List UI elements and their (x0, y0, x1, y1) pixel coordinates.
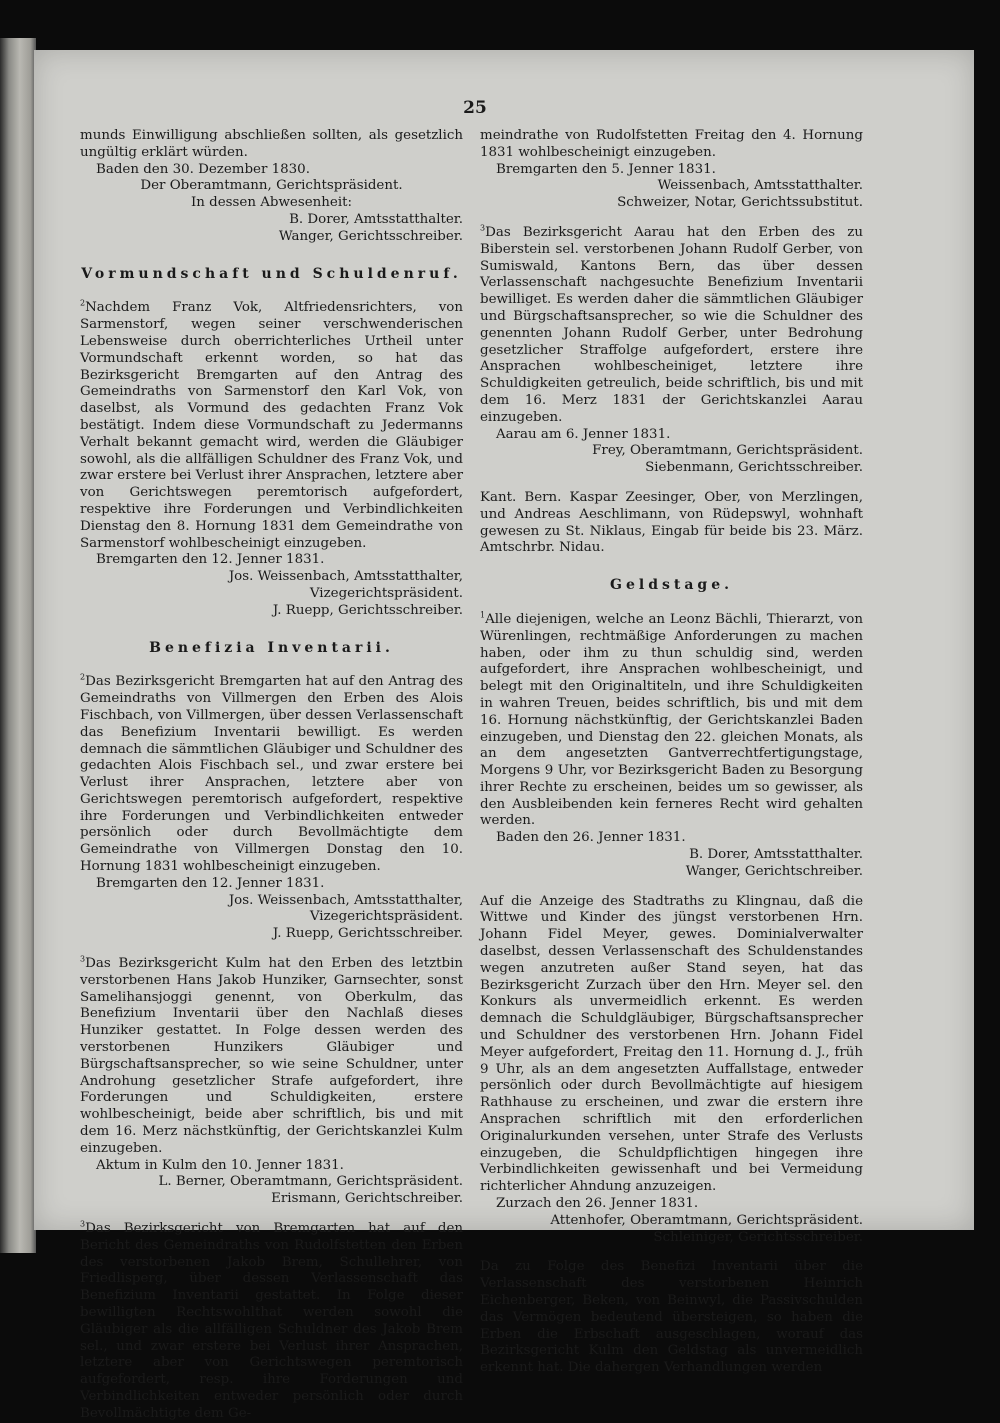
notice-paragraph (480, 612, 863, 830)
signature: Weissenbach, Amtsstatthalter. (657, 178, 863, 194)
signature: Schweizer, Notar, Gerichtssubstitut. (617, 195, 863, 211)
previous-page-edge (0, 38, 36, 1253)
notice-paragraph (80, 956, 463, 1158)
notice-paragraph (80, 300, 463, 552)
dateline: Baden den 30. Dezember 1830. (96, 161, 310, 177)
dateline: Aarau am 6. Jenner 1831. (496, 426, 671, 442)
page-number: 25 (463, 98, 487, 118)
notice-text: Alle diejenigen, welche an Leonz Bächli, Thierarzt, von Würenlingen, rechtmäßige Anforderungen zu machen haben, oder ihm zu thun schuldig sind, werden aufgefordert, ihre Ansprachen wohlbescheinigt, und belegt mit den Originaltiteln, und ihre Schuldigkeiten in wahren Treuen, beides schriftlich, bis und mit dem 16. Hornung nächstkünftig, der Gerichtskanzlei Baden einzugeben, und Dienstag den 22. gleichen Monats, als an dem angesetzten Gantverrechtfertigungstage, Morgens 9 Uhr, vor Bezirksgericht Baden zu Besorgung ihrer Rechte zu erscheinen, beides um so gewisser, als den Ausbleibenden kein ferneres Recht wird gehalten werden. (480, 611, 863, 829)
signature: Siebenmann, Gerichtsschreiber. (645, 460, 863, 476)
section-heading: Geldstage. (610, 577, 733, 594)
notice-text: Nachdem Franz Vok, Altfriedensrichters, von Sarmenstorf, wegen seiner verschwenderischen Lebensweise durch oberrichterliches Urtheil unter Vormundschaft erkennt worden, so hat das Bezirksgericht Bremgarten auf den Antrag des Gemeindraths von Sarmenstorf den Karl Vok, von daselbst, als Vormund des gedachten Franz Vok bestätigt. Indem diese Vormundschaft zu Jedermanns Verhalt bekannt gemacht wird, werden die Gläubiger sowohl, als die allfälligen Schuldner des Franz Vok, und zwar erstere bei Verlust ihrer Ansprachen, letztere aber von Gerichtswegen peremtorisch aufgefordert, respektive ihre Forderungen und Verbindlichkeiten Dienstag den 8. Hornung 1831 dem Gemeindrathe von Sarmenstorf wohlbescheinigt einzugeben. (80, 300, 463, 551)
notice-text: Das Bezirksgericht Kulm hat den Erben des letztbin verstorbenen Hans Jakob Hunziker, Garnsechter, sonst Samelihansjoggi genennt, von Oberkulm, das Benefizium Inventarii über den Nachlaß dieses Hunziker gestattet. In Folge dessen werden des verstorbenen Hunzikers Gläubiger und Bürgschaftsansprecher, so wie seine Schuldner, unter Androhung gesetzlicher Strafe aufgefordert, ihre Forderungen und Schuldigkeiten, erstere wohlbescheinigt, beide aber schriftlich, bis und mit dem 16. Merz nächstkünftig, der Gerichtskanzlei Kulm einzugeben. (80, 956, 463, 1156)
dateline: Baden den 26. Jenner 1831. (496, 830, 686, 846)
dateline: Bremgarten den 12. Jenner 1831. (96, 552, 325, 568)
signature: Wanger, Gerichtsschreiber. (278, 228, 463, 244)
notice-paragraph: Da zu Folge des Benefizi Inventarii über die Verlassenschaft des verstorbenen Heinrich Eichenberger, Beken, von Beinwyl, die Passivschulden das Vermögen bedeutend übersteigen, so haben die Erben die Erbschaft ausgeschlagen, worauf das Bezirksgericht Kulm den Geldstag als unvermeidlich erkennt hat. Die dahergen Verhandlungen werden (480, 1259, 863, 1376)
signature: Wanger, Gerichtschreiber. (685, 863, 863, 879)
signature: Frey, Oberamtmann, Gerichtspräsident. (592, 443, 863, 459)
section-heading: Benefizia Inventarii. (149, 639, 394, 656)
notice-number: 2 (80, 298, 86, 308)
notice-paragraph (80, 674, 463, 876)
notice-number: 1 (480, 610, 486, 620)
notice-paragraph (80, 1221, 463, 1423)
dateline: Bremgarten den 5. Jenner 1831. (496, 161, 716, 177)
notice-number: 3 (80, 1219, 86, 1229)
signature: L. Berner, Oberamtmann, Gerichtspräsident. (158, 1174, 463, 1190)
signature: Attenhofer, Oberamtmann, Gerichtspräsident. (550, 1212, 863, 1228)
notice-number: 3 (480, 223, 486, 233)
signature: Der Oberamtmann, Gerichtspräsident. (140, 178, 403, 194)
signature: B. Dorer, Amtsstatthalter. (289, 211, 463, 227)
section-heading: Vormundschaft und Schuldenruf. (81, 265, 462, 282)
signature: B. Dorer, Amtsstatthalter. (689, 847, 863, 863)
dateline: Zurzach den 26. Jenner 1831. (496, 1196, 699, 1212)
signature: Schleiniger, Gerichtsschreiber. (653, 1229, 863, 1245)
notice-text: Das Bezirksgericht Aarau hat den Erben des zu Biberstein sel. verstorbenen Johann Rudolf Gerber, von Sumiswald, Kantons Bern, das über dessen Verlassenschaft nachgesuchte Benefizium Inventarii bewilliget. Es werden daher die sämmtlichen Gläubiger und Bürgschaftsansprecher, so wie die Schuldner des genennten Johann Rudolf Gerber, unter Bedrohung gesetzlicher Straffolge aufgefordert, erstere ihre Ansprachen wohlbescheiniget, letztere ihre Schuldigkeiten getreulich, beide schriftlich, bis und mit dem 16. Merz 1831 der Gerichtskanzlei Aarau einzugeben. (480, 224, 863, 425)
notice-text: Das Bezirksgericht Bremgarten hat auf den Antrag des Gemeindraths von Villmergen den Erben des Alois Fischbach, von Villmergen, über dessen Verlassenschaft das Benefizium Inventarii bewilligt. Es werden demnach die sämmtlichen Gläubiger und Schuldner des gedachten Alois Fischbach sel., und zwar erstere bei Verlust ihrer Ansprachen, letztere aber von Gerichtswegen peremtorisch aufgefordert, respektive ihre Forderungen und Verbindlichkeiten entweder persönlich oder durch Bevollmächtigte dem Gemeindrathe von Villmergen Donstag den 10. Hornung 1831 wohlbescheinigt einzugeben. (80, 674, 463, 875)
notice-number: 2 (80, 672, 86, 682)
notice-paragraph: Kant. Bern. Kaspar Zeesinger, Ober, von Merzlingen, und Andreas Aeschlimann, von Rüdерswyl, wohnhaft gewesen zu St. Niklaus, Eingab für beide bis 23. März. Amtschrbr. Nidau. (480, 489, 863, 556)
signature: In dessen Abwesenheit: (191, 195, 352, 211)
signature: Jos. Weissenbach, Amtsstatthalter, Vizegerichtspräsident. (228, 892, 463, 925)
signature: Erismann, Gerichtschreiber. (271, 1191, 463, 1207)
continued-paragraph: munds Einwilligung abschließen sollten, als gesetzlich ungültig erklärt würden. (80, 128, 463, 160)
dateline: Aktum in Kulm den 10. Jenner 1831. (96, 1157, 344, 1173)
right-column (480, 128, 863, 1377)
left-column (80, 128, 463, 1423)
signature: J. Ruepp, Gerichtsschreiber. (272, 926, 463, 942)
dateline: Bremgarten den 12. Jenner 1831. (96, 875, 325, 891)
notice-number: 3 (80, 954, 86, 964)
notice-text: Das Bezirksgericht von Bremgarten hat auf den Bericht des Gemeindraths von Rudolfstetten den Erben des verstorbenen Jakob Brem, Schullehrer, von Friedlisperg, über dessen Verlassenschaft das Benefizium Inventarii gestattet. In Folge dieser bewilligten Rechtswohlthat werden sowohl die Gläubiger als die allfälligen Schuldner des Jakob Brem sel., und zwar erstere bei Verlust ihrer Ansprachen, letztere aber von Gerichtswegen peremtorisch aufgefordert, resp. ihre Forderungen und Verbindlichkeiten entweder persönlich oder durch Bevollmächtigte dem Ge- (80, 1221, 463, 1421)
notice-paragraph (480, 225, 863, 427)
continued-paragraph: meindrathe von Rudolfstetten Freitag den 4. Hornung 1831 wohlbescheinigt einzugeben. (480, 128, 863, 160)
signature: J. Ruepp, Gerichtsschreiber. (272, 602, 463, 618)
signature: Jos. Weissenbach, Amtsstatthalter, Vizegerichtspräsident. (228, 569, 463, 601)
notice-paragraph: Auf die Anzeige des Stadtraths zu Klingnau, daß die Wittwe und Kinder des jüngst verstorbenen Hrn. Johann Fidel Meyer, gewes. Dominialverwalter daselbst, dessen Verlassenschaft des Schuldenstandes wegen anzutreten außer Stand seyen, hat das Bezirksgericht Zurzach über den Hrn. Meyer sel. den Konkurs als unvermeidlich erkennt. Es werden demnach die Schuldgläubiger, Bürgschaftsansprecher und Schuldner des verstorbenen Hrn. Johann Fidel Meyer aufgefordert, Freitag den 11. Hornung d. J., früh 9 Uhr, als an dem angesetzten Auffallstage, entweder persönlich oder durch Bevollmächtigte auf hiesigem Rathhause zu erscheinen, und zwar die erstern ihre Ansprachen schriftlich mit den erforderlichen Originalurkunden versehen, unter Strafe des Verlusts einzugeben, die Schuldpflichtigen hingegen ihre Verbindlichkeiten gewissenhaft und bei Vermeidung richterlicher Ahndung anzuzeigen. (480, 893, 863, 1195)
